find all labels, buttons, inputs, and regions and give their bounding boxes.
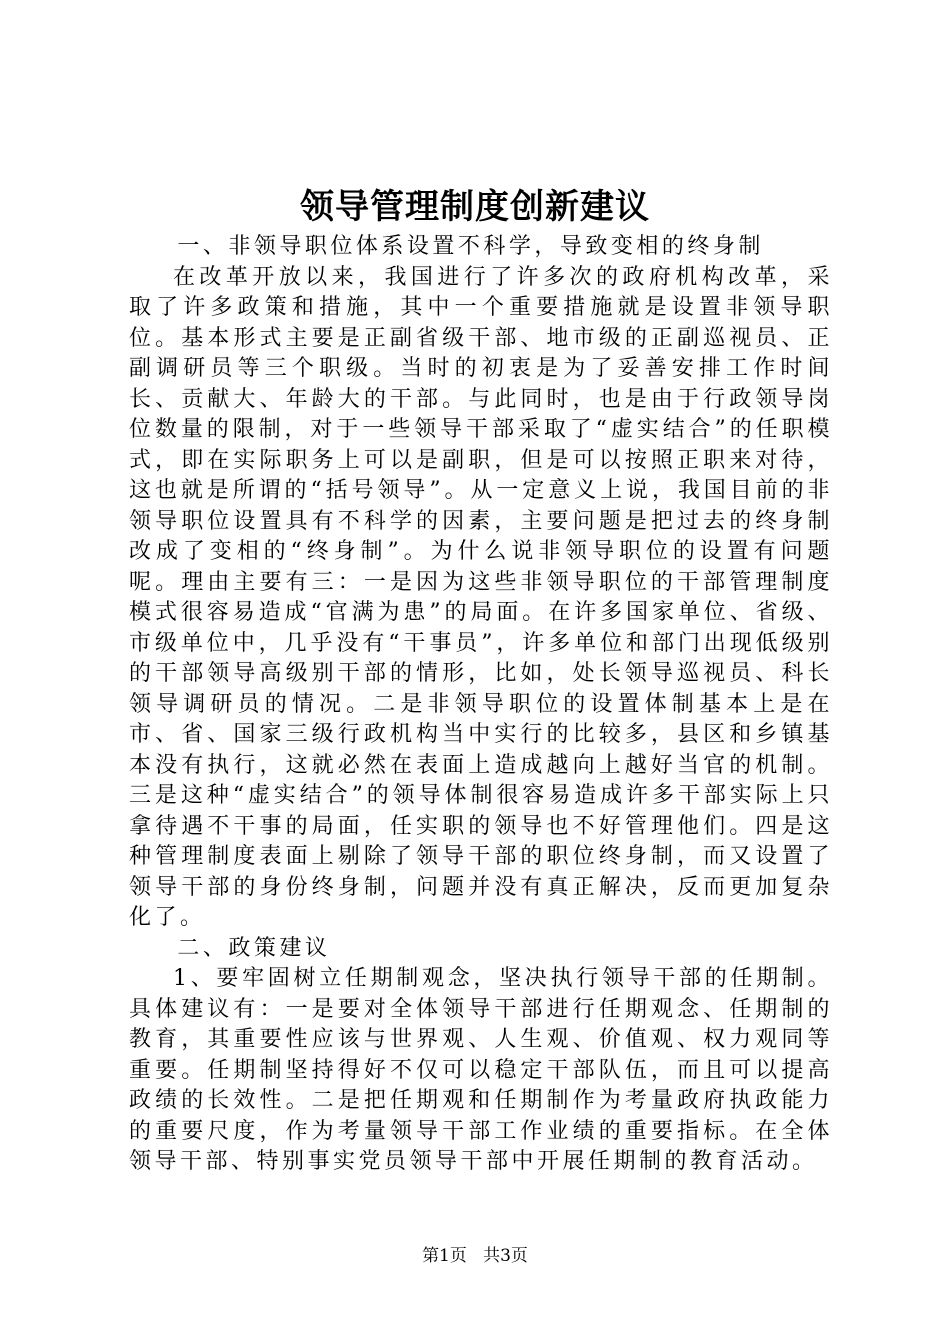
document-body [129,232,833,1178]
paragraph-2: 1、要牢固树立任期制观念，坚决执行领导干部的任期制。具体建议有：一是要对全体领导干部进行任期观念、任期制的教育，其重要性应该与世界观、人生观、价值观、权力观同等重要。任期制坚持得好不仅可以稳定干部队伍，而且可以提高政绩的长效性。二是把任期观和任期制作为考量政府执政能力的重要尺度，作为考量领导干部工作业绩的重要指标。在全体领导干部、特别事实党员领导干部中开展任期制的教育活动。 [129,966,833,1174]
document-title: 领导管理制度创新建议 [300,187,650,227]
page-separator [472,1246,477,1266]
page-number: 第1页 [422,1246,467,1266]
page-footer [0,1244,950,1268]
page-total: 共3页 [483,1246,528,1266]
section-heading-2: 二、政策建议 [177,935,331,961]
section-heading-1: 一、非领导职位体系设置不科学，导致变相的终身制 [177,234,764,259]
paragraph-1: 在改革开放以来，我国进行了许多次的政府机构改革，采取了许多政策和措施，其中一个重要措施就是设置非领导职位。基本形式主要是正副省级干部、地市级的正副巡视员、正副调研员等三个职级。当时的初衷是为了妥善安排工作时间长、贡献大、年龄大的干部。与此同时，也是由于行政领导岗位数量的限制，对于一些领导干部采取了“虚实结合”的任职模式，即在实际职务上可以是副职，但是可以按照正职来对待，这也就是所谓的“括号领导”。从一定意义上说，我国目前的非领导职位设置具有不科学的因素，主要问题是把过去的终身制改成了变相的“终身制”。为什么说非领导职位的设置有问题呢。理由主要有三：一是因为这些非领导职位的干部管理制度模式很容易造成“官满为患”的局面。在许多国家单位、省级、市级单位中，几乎没有“干事员”，许多单位和部门出现低级别的干部领导高级别干部的情形，比如，处长领导巡视员、科长领导调研员的情况。二是非领导职位的设置体制基本上是在市、省、国家三级行政机构当中实行的比较多，县区和乡镇基本没有执行，这就必然在表面上造成越向上越好当官的机制。三是这种“虚实结合”的领导体制很容易造成许多干部实际上只拿待遇不干事的局面，任实职的领导也不好管理他们。四是这种管理制度表面上剔除了领导干部的职位终身制，而又设置了领导干部的身份终身制，问题并没有真正解决，反而更加复杂化了。 [129,264,833,930]
